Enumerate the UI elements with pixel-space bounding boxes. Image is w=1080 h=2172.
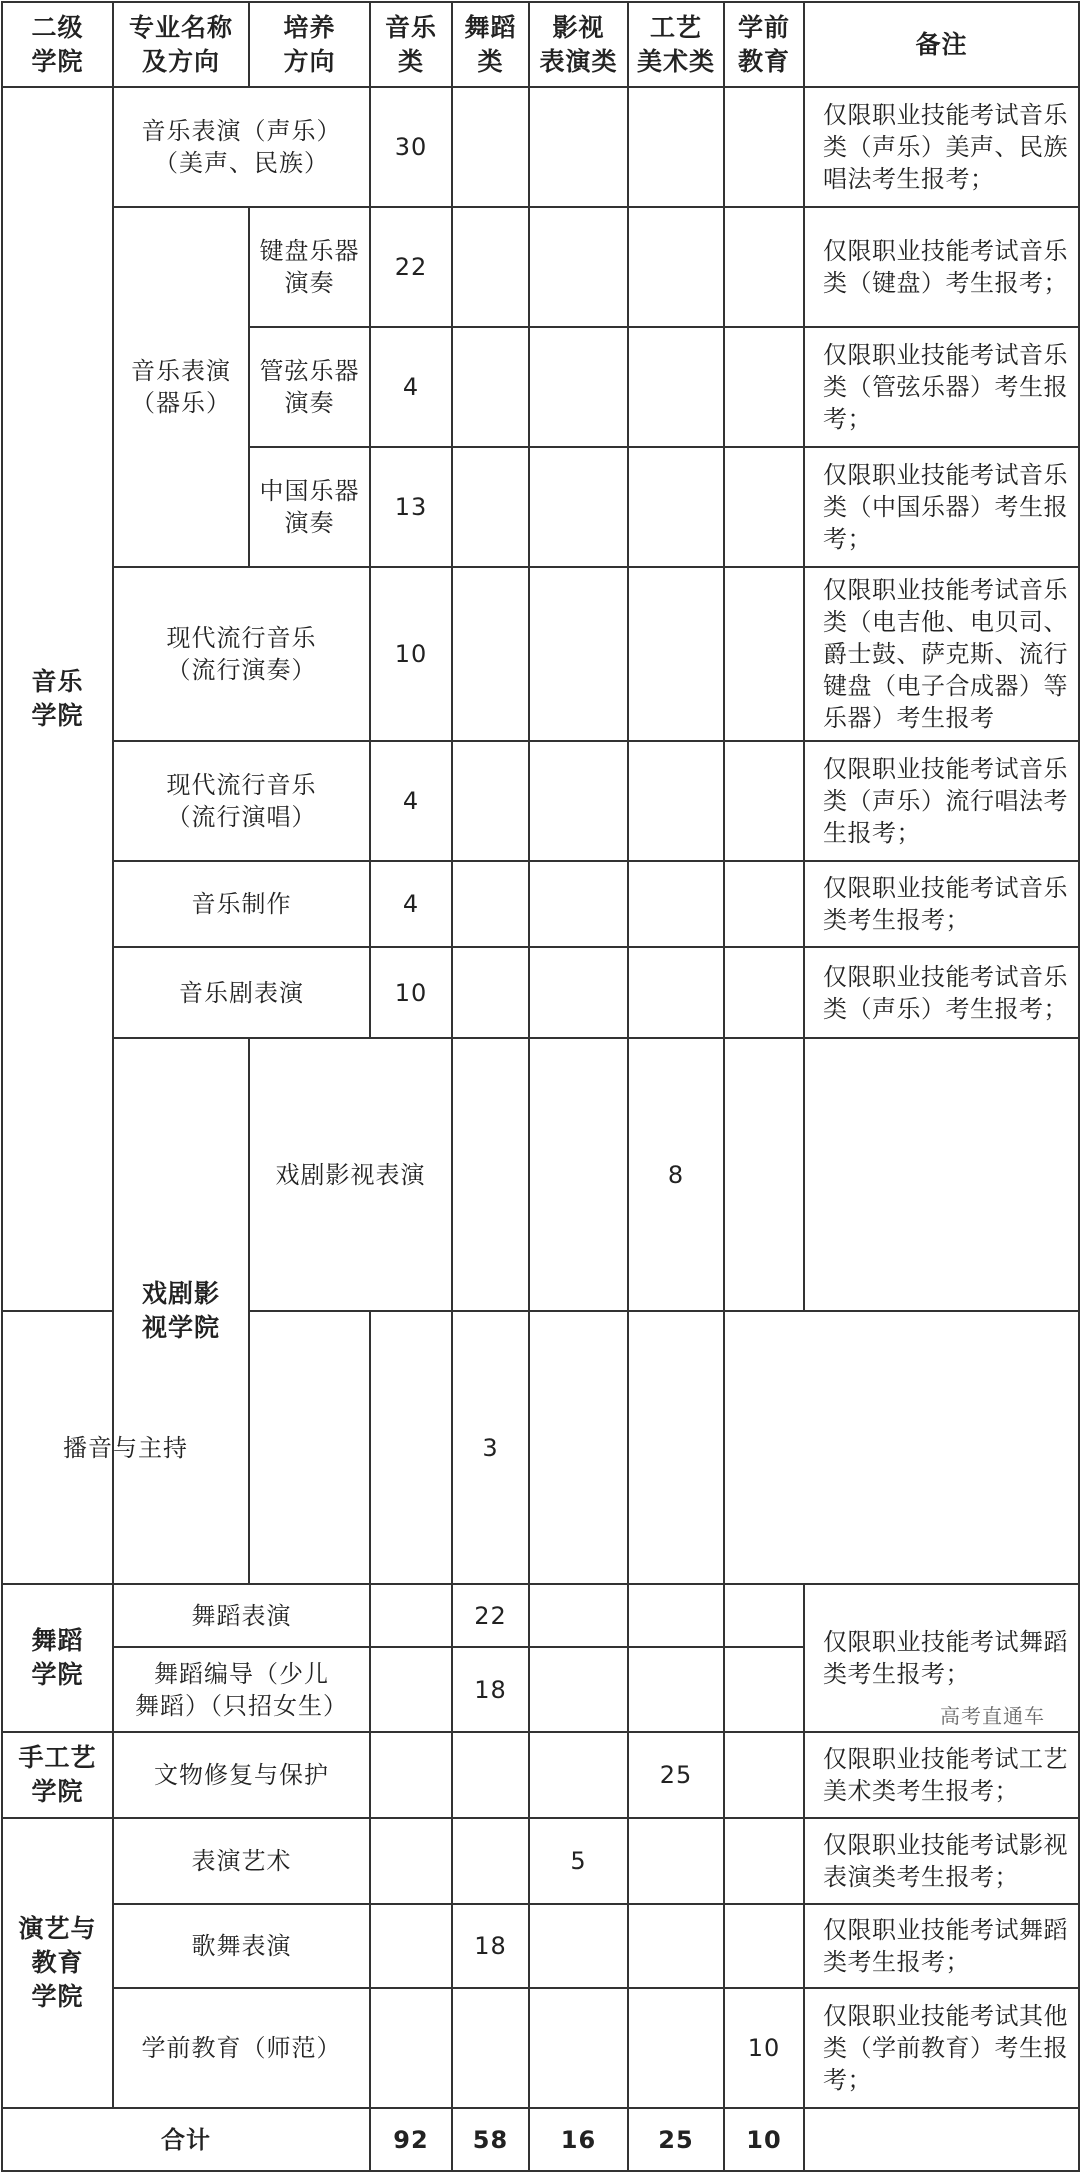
college-music: 音乐 学院 <box>2 87 113 1311</box>
major-cell: 戏剧影视表演 <box>249 1038 452 1311</box>
major-cell: 文物修复与保护 <box>113 1732 370 1818</box>
dance-count: 22 <box>452 1584 529 1647</box>
dance-count: 18 <box>452 1904 529 1988</box>
note-cell: 仅限职业技能考试音乐类（声乐）美声、民族唱法考生报考； <box>804 87 1079 207</box>
major-cell: 现代流行音乐 （流行演唱） <box>113 741 370 861</box>
major-cell: 音乐表演（声乐） （美声、民族） <box>113 87 370 207</box>
table-row <box>2 207 1079 327</box>
header-row <box>2 2 1079 87</box>
dance-count: 18 <box>452 1647 529 1732</box>
major-cell: 歌舞表演 <box>113 1904 370 1988</box>
header-direction: 培养 方向 <box>249 2 370 87</box>
music-count: 10 <box>370 947 452 1038</box>
table-row <box>2 861 1079 947</box>
header-art: 工艺 美术类 <box>628 2 724 87</box>
film-count: 3 <box>452 1311 529 1584</box>
film-count: 8 <box>628 1038 724 1311</box>
enrollment-table <box>1 1 1080 2172</box>
major-cell: 舞蹈编导（少儿 舞蹈）（只招女生） <box>113 1647 370 1732</box>
note-cell: 仅限职业技能考试工艺美术类考生报考； <box>804 1732 1079 1818</box>
college-drama: 戏剧影 视学院 <box>113 1038 249 1584</box>
major-cell: 舞蹈表演 <box>113 1584 370 1647</box>
header-notes: 备注 <box>804 2 1079 87</box>
table-row <box>2 1584 1079 1647</box>
music-count: 10 <box>370 567 452 741</box>
preschool-count: 10 <box>724 1988 804 2108</box>
header-dance: 舞蹈 类 <box>452 2 529 87</box>
direction-cell: 管弦乐器 演奏 <box>249 327 370 447</box>
note-cell: 仅限职业技能考试音乐类（管弦乐器）考生报考； <box>804 327 1079 447</box>
header-music: 音乐 类 <box>370 2 452 87</box>
table-row <box>2 741 1079 861</box>
note-cell: 仅限职业技能考试音乐类（声乐）考生报考； <box>804 947 1079 1038</box>
total-row <box>2 2108 1079 2171</box>
major-cell: 音乐制作 <box>113 861 370 947</box>
major-cell: 音乐剧表演 <box>113 947 370 1038</box>
direction-cell: 键盘乐器 演奏 <box>249 207 370 327</box>
major-cell: 音乐表演 （器乐） <box>113 207 249 567</box>
note-cell: 仅限职业技能考试音乐类（键盘）考生报考； <box>804 207 1079 327</box>
table-row <box>2 87 1079 207</box>
note-cell: 仅限职业技能考试影视表演类考生报考； <box>804 1818 1079 1904</box>
music-count: 4 <box>370 861 452 947</box>
table-row <box>2 1988 1079 2108</box>
total-dance: 58 <box>452 2108 529 2171</box>
watermark: 高考直通车 <box>940 1704 1045 1728</box>
college-dance: 舞蹈 学院 <box>2 1584 113 1732</box>
music-count: 4 <box>370 741 452 861</box>
music-count: 13 <box>370 447 452 567</box>
total-music: 92 <box>370 2108 452 2171</box>
total-preschool: 10 <box>724 2108 804 2171</box>
music-count: 22 <box>370 207 452 327</box>
header-major: 专业名称 及方向 <box>113 2 249 87</box>
total-film: 16 <box>529 2108 628 2171</box>
note-cell: 仅限职业技能考试舞蹈类考生报考； <box>804 1584 1079 1732</box>
direction-cell: 中国乐器 演奏 <box>249 447 370 567</box>
note-cell: 仅限职业技能考试音乐类（声乐）流行唱法考生报考； <box>804 741 1079 861</box>
college-craft: 手工艺 学院 <box>2 1732 113 1818</box>
major-cell: 现代流行音乐 （流行演奏） <box>113 567 370 741</box>
table-row <box>2 1311 1079 1584</box>
note-cell: 仅限职业技能考试音乐类（电吉他、电贝司、爵士鼓、萨克斯、流行键盘（电子合成器）等乐器）考生报考 <box>804 567 1079 741</box>
header-preschool: 学前 教育 <box>724 2 804 87</box>
table-row <box>2 1818 1079 1904</box>
header-film: 影视 表演类 <box>529 2 628 87</box>
college-perform: 演艺与 教育 学院 <box>2 1818 113 2108</box>
table-row <box>2 947 1079 1038</box>
major-cell: 播音与主持 <box>2 1311 249 1584</box>
major-cell: 表演艺术 <box>113 1818 370 1904</box>
table-row <box>2 1904 1079 1988</box>
note-cell: 仅限职业技能考试音乐类（中国乐器）考生报考； <box>804 447 1079 567</box>
total-label: 合计 <box>2 2108 370 2171</box>
art-count: 25 <box>628 1732 724 1818</box>
note-cell: 仅限职业技能考试音乐类考生报考； <box>804 861 1079 947</box>
table-row <box>2 1732 1079 1818</box>
music-count: 30 <box>370 87 452 207</box>
film-count: 5 <box>529 1818 628 1904</box>
music-count: 4 <box>370 327 452 447</box>
note-cell: 仅限职业技能考试舞蹈类考生报考； <box>804 1904 1079 1988</box>
table-row <box>2 567 1079 741</box>
header-college: 二级 学院 <box>2 2 113 87</box>
note-cell: 仅限职业技能考试其他类（学前教育）考生报考； <box>804 1988 1079 2108</box>
table-row <box>2 1038 1079 1311</box>
total-art: 25 <box>628 2108 724 2171</box>
major-cell: 学前教育（师范） <box>113 1988 370 2108</box>
